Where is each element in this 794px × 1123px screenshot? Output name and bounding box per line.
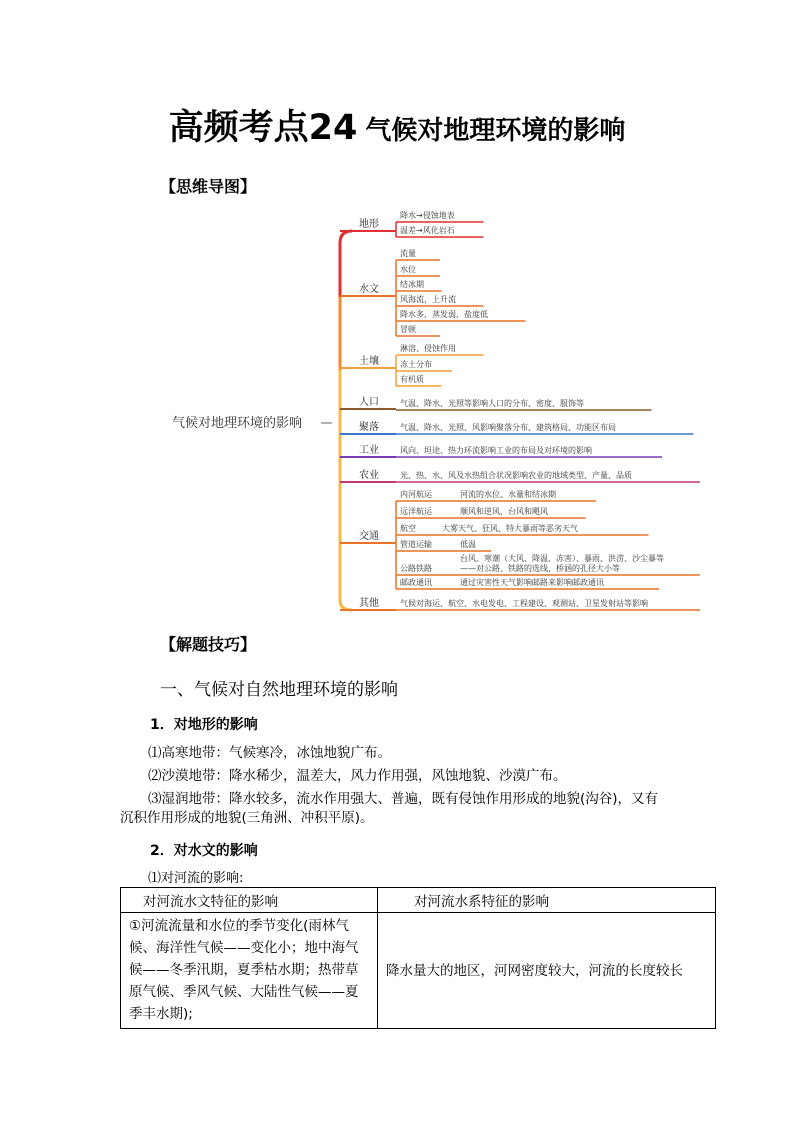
mindmap-item: 降水→侵蚀地表 [400, 211, 455, 220]
branch-label: 地形 [359, 219, 379, 230]
section-tips-heading: 【解题技巧】 [160, 635, 257, 654]
sub1-para1: ⑴高寒地带：气候寒冷，冰蚀地貌广布。 [148, 745, 391, 761]
mindmap-item: 冻土分布 [400, 360, 432, 369]
mindmap-item: 光、热、水、风及水热组合状况影响农业的地域类型、产量、品质 [400, 471, 632, 480]
branch-label: 其他 [359, 598, 379, 609]
transport-desc: 顺风和逆风，台风和飓风 [460, 507, 548, 516]
sub1-para3a: ⑶湿润地带：降水较多，流水作用强大、普遍，既有侵蚀作用形成的地貌(沟谷)，又有 [148, 791, 659, 807]
transport-desc: 台风、寒潮（大风、降温、冻害）、暴雨、洪涝、沙尘暴等 [460, 554, 664, 563]
transport-desc: 通过灾害性天气影响邮路来影响邮政通讯 [460, 578, 604, 587]
sub1-heading: 1．对地形的影响 [150, 717, 258, 733]
mindmap-item: 气候对海运、航空、水电发电、工程建设、观测站、卫星发射站等影响 [400, 599, 648, 608]
table-row [121, 913, 716, 1029]
section-mindmap-heading: 【思维导图】 [160, 177, 257, 196]
mindmap-item: 冒顿 [400, 325, 416, 334]
part1-heading: 一、气候对自然地理环境的影响 [160, 680, 398, 700]
transport-desc: 大雾天气、狂风、特大暴雨等恶劣天气 [442, 524, 578, 533]
river-impact-table [120, 887, 716, 1029]
table-cell: 降水量大的地区，河网密度较大，河流的长度较长 [378, 913, 716, 1029]
branch-label: 土壤 [359, 356, 379, 367]
mindmap-item: 风向、坦途、热力环流影响工业的布局及对环境的影响 [400, 446, 592, 455]
branch-label: 水文 [359, 284, 379, 295]
mindmap-item: 淋溶、侵蚀作用 [400, 344, 456, 353]
mindmap-item: 结冰期 [400, 280, 424, 289]
transport-desc: 河流的水位、水量和结冰期 [460, 490, 556, 499]
title-main: 高频考点24 [168, 108, 358, 148]
mindmap-item: 气温、降水、光照、风影响聚落分布、建筑格局、功能区布局 [400, 423, 616, 432]
sub2-heading: 2．对水文的影响 [150, 843, 258, 859]
mindmap-item: 流量 [400, 249, 416, 258]
transport-desc: 低温 [460, 540, 476, 549]
sub1-para3b: 沉积作用形成的地貌(三角洲、冲积平原)。 [120, 810, 374, 826]
transport-mode: 航空 [400, 524, 416, 533]
branch-label: 交通 [359, 531, 379, 542]
branch-label: 农业 [359, 470, 379, 481]
page-title [0, 100, 794, 150]
trunk-segment [340, 600, 352, 610]
branch-label: 人口 [359, 397, 379, 408]
table-header-row [121, 888, 716, 913]
sub2-para1: ⑴对河流的影响: [148, 871, 244, 886]
mindmap-item: 温差→风化岩石 [400, 226, 455, 235]
mindmap-item: 水位 [400, 265, 416, 274]
transport-mode: 管道运输 [400, 540, 432, 549]
transport-desc: ——对公路、铁路的选线，桥涵的孔径大小等 [460, 564, 620, 573]
mindmap-item: 降水多，蒸发弱，盐度低 [400, 310, 488, 319]
table-header-cell: 对河流水系特征的影响 [378, 888, 716, 913]
table-cell: ①河流流量和水位的季节变化(雨林气候、海洋性气候——变化小；地中海气候——冬季汛期，夏季枯水期；热带草原气候、季风气候、大陆性气候——夏季丰水期); [121, 913, 378, 1029]
mind-map [160, 205, 700, 617]
transport-mode: 公路铁路 [400, 564, 432, 573]
mindmap-item: 气温、降水、光照等影响人口的分布、密度、服饰等 [400, 399, 584, 408]
title-sub: 气候对地理环境的影响 [365, 116, 626, 146]
mindmap-item: 有机质 [400, 375, 424, 384]
transport-mode: 邮政通讯 [400, 578, 432, 587]
mindmap-root: 气候对地理环境的影响 [172, 416, 303, 431]
trunk-segment [340, 231, 352, 243]
transport-mode: 内河航运 [400, 490, 432, 499]
table-header-cell: 对河流水文特征的影响 [121, 888, 378, 913]
branch-label: 工业 [359, 445, 379, 456]
mindmap-item: 风海流，上升流 [400, 295, 456, 304]
sub1-para2: ⑵沙漠地带：降水稀少，温差大，风力作用强，风蚀地貌、沙漠广布。 [148, 768, 567, 784]
transport-mode: 远洋航运 [400, 507, 432, 516]
branch-label: 聚落 [359, 422, 379, 433]
